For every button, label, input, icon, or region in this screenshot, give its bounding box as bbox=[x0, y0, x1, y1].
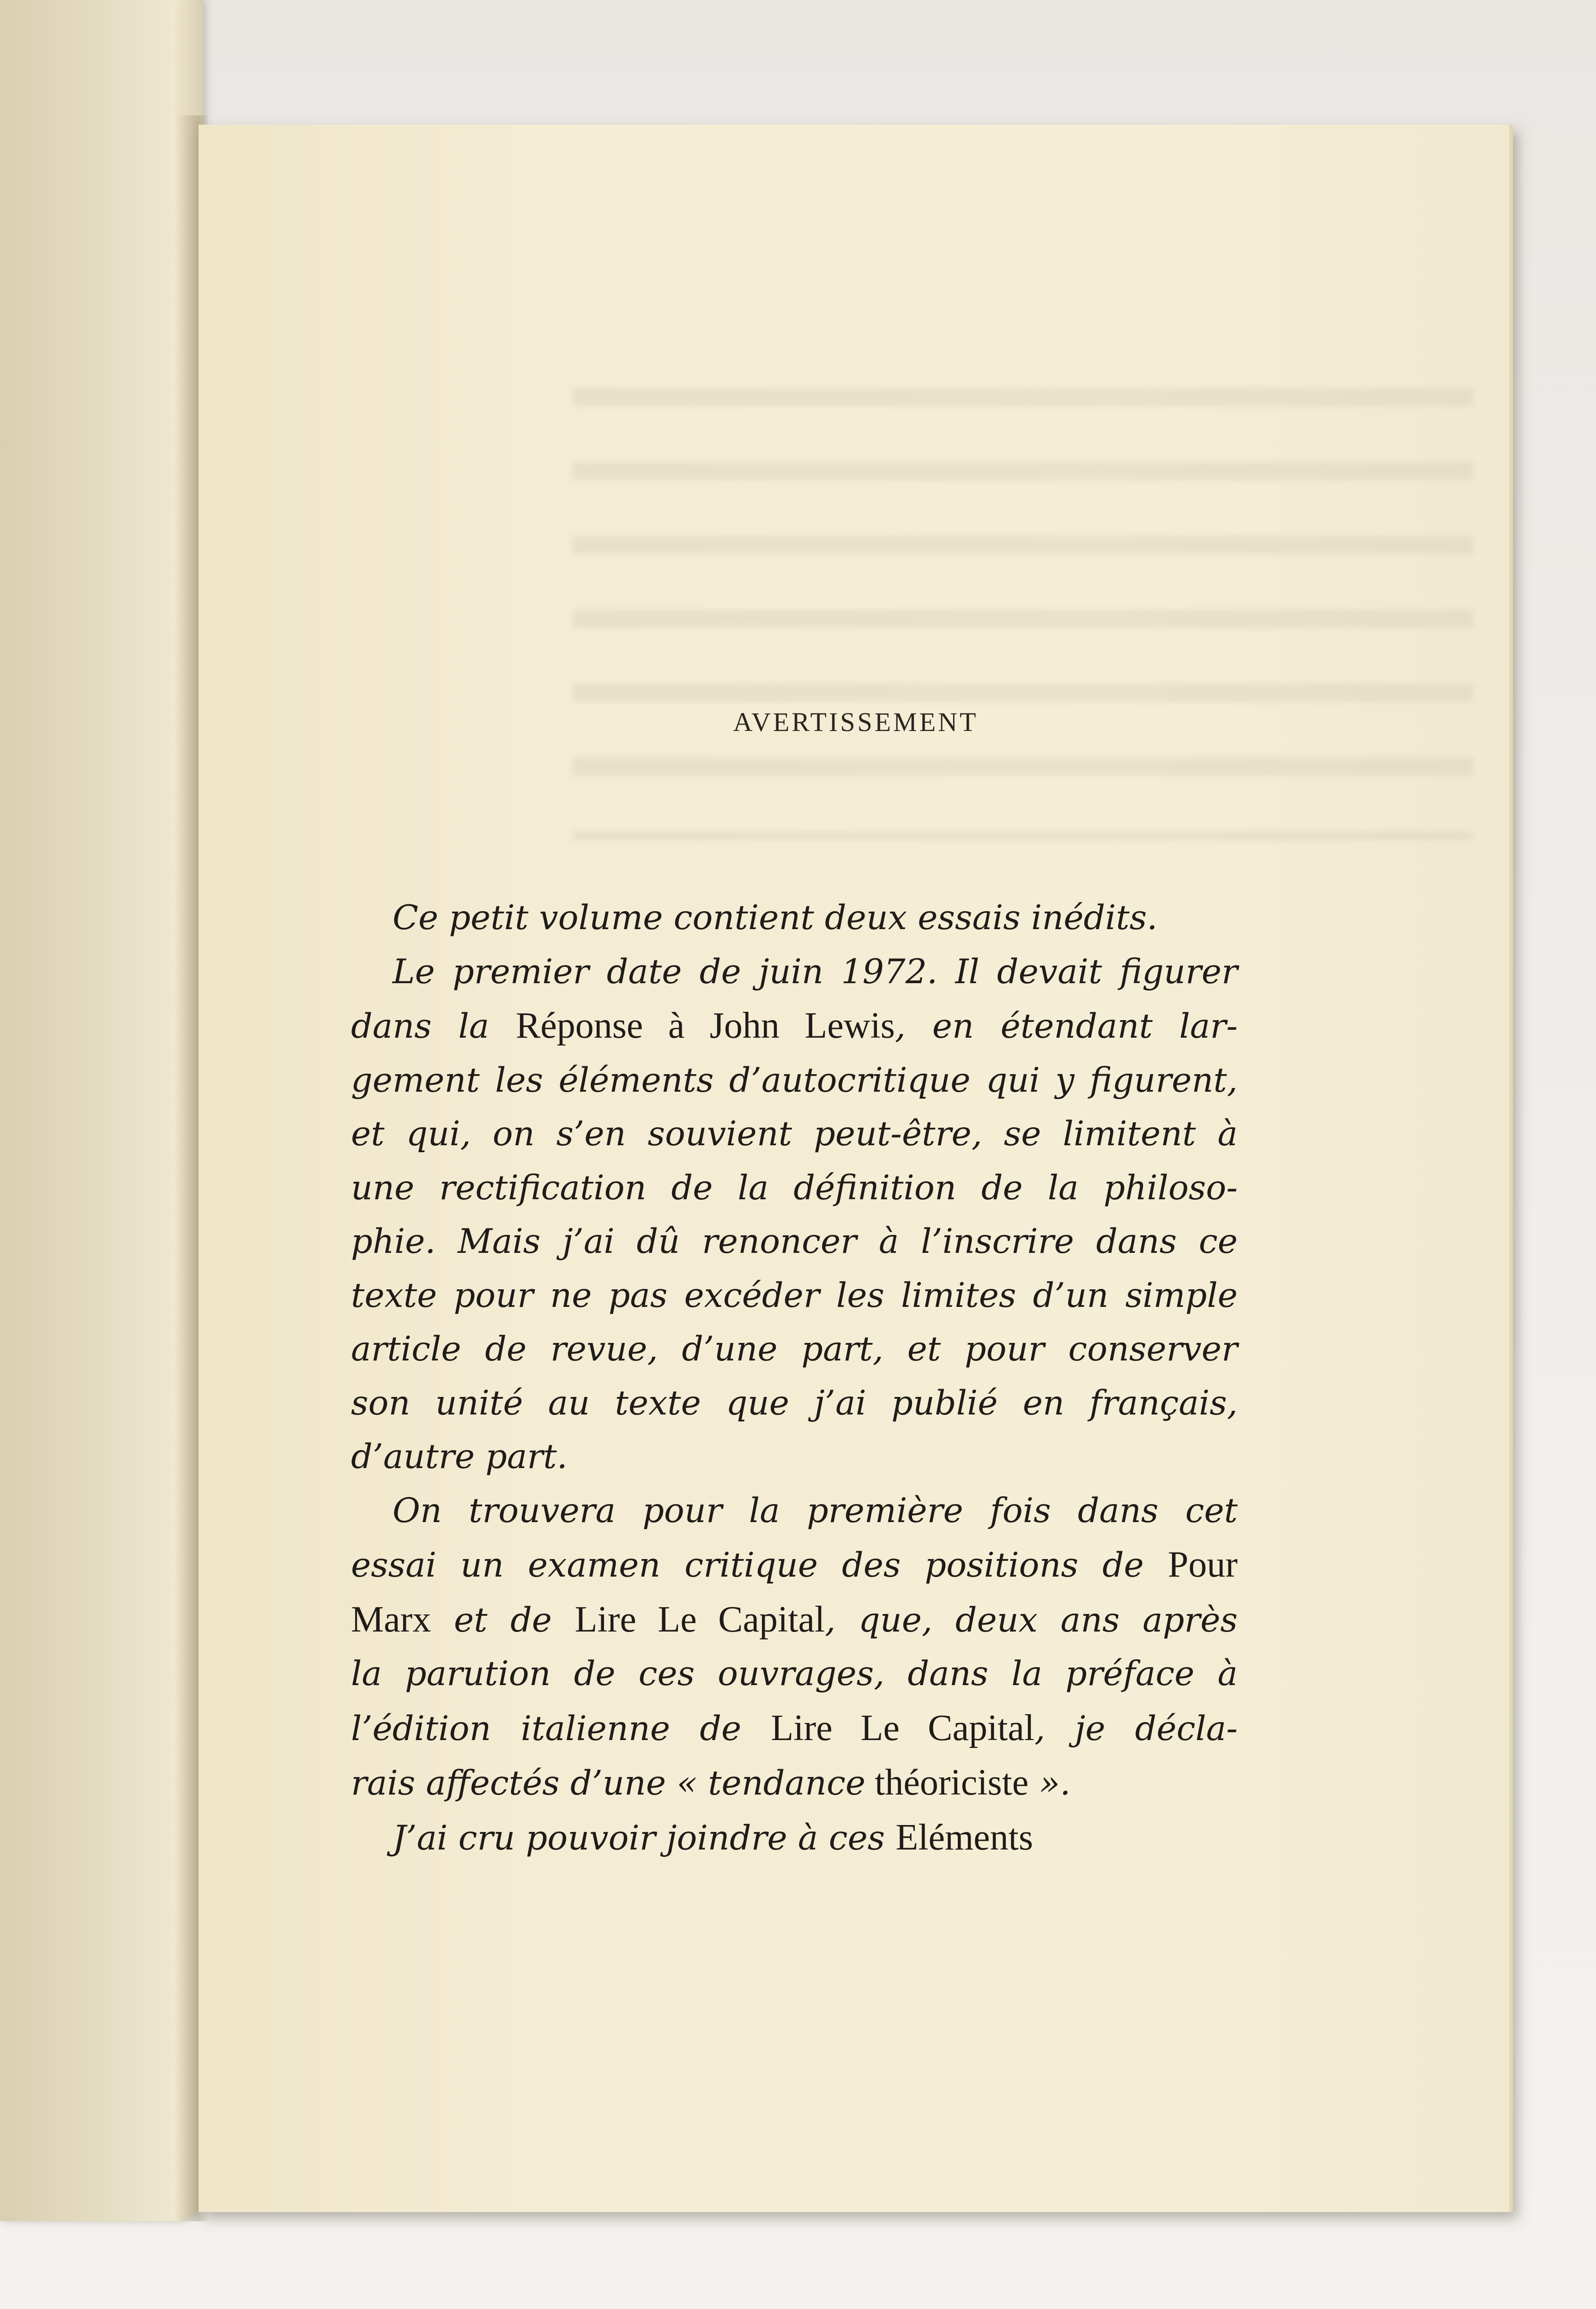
italic-text: On trouvera pour la première fois dans cet bbox=[393, 1491, 1238, 1530]
italic-text: dans la bbox=[351, 1007, 516, 1046]
text-line bbox=[351, 999, 1238, 1054]
text-line bbox=[351, 1593, 1238, 1648]
text-line bbox=[351, 1161, 1238, 1215]
italic-text: article de revue, d’une part, et pour conserver bbox=[351, 1330, 1238, 1369]
text-line bbox=[351, 1269, 1238, 1323]
roman-text: Lire Le Capital bbox=[574, 1599, 825, 1640]
paragraph bbox=[351, 1811, 1238, 1866]
italic-text: l’édition italienne de bbox=[351, 1709, 771, 1748]
text-line bbox=[351, 1107, 1238, 1161]
roman-text: Pour bbox=[1167, 1544, 1238, 1585]
page-edge bbox=[1509, 125, 1513, 2212]
text-line bbox=[351, 1323, 1238, 1377]
roman-text: théoriciste bbox=[865, 1762, 1029, 1803]
paragraph bbox=[351, 945, 1238, 1484]
italic-text: , en étendant lar- bbox=[895, 1007, 1238, 1046]
italic-text: tendance bbox=[708, 1764, 866, 1803]
italic-text: phie. Mais j’ai dû renoncer à l’inscrire dans ce bbox=[351, 1222, 1238, 1261]
italic-text: d’autre part. bbox=[351, 1437, 568, 1476]
italic-text: essai un examen critique des positions de bbox=[351, 1546, 1168, 1585]
text-line bbox=[351, 1484, 1238, 1538]
roman-text: Réponse à John Lewis bbox=[515, 1005, 895, 1046]
facing-page-left bbox=[0, 0, 203, 2221]
text-line bbox=[351, 1215, 1238, 1269]
italic-text: et qui, on s’en souvient peut-être, se limitent à bbox=[351, 1114, 1238, 1154]
text-line bbox=[351, 1701, 1238, 1756]
italic-text: , je décla- bbox=[1034, 1709, 1238, 1748]
italic-text: la parution de ces ouvrages, dans la préface à bbox=[351, 1654, 1238, 1693]
italic-text: et de bbox=[431, 1600, 575, 1640]
text-line bbox=[351, 1377, 1238, 1431]
text-line bbox=[351, 1756, 1238, 1811]
text-line bbox=[351, 1430, 1238, 1484]
paragraph bbox=[351, 891, 1238, 945]
italic-text: ». bbox=[1028, 1764, 1071, 1803]
text-line bbox=[351, 891, 1238, 945]
italic-text: texte pour ne pas excéder les limites d’un simple bbox=[351, 1275, 1238, 1315]
paragraph bbox=[351, 1484, 1238, 1811]
italic-text: une rectification de la définition de la philoso- bbox=[351, 1168, 1238, 1208]
book-page bbox=[199, 125, 1513, 2212]
roman-text: Marx bbox=[351, 1599, 431, 1640]
italic-text: rais affectés d’une « bbox=[351, 1764, 708, 1803]
roman-text: Lire Le Capital bbox=[771, 1707, 1035, 1748]
text-line bbox=[351, 1811, 1238, 1866]
text-line bbox=[351, 1647, 1238, 1701]
italic-text: gement les éléments d’autocritique qui y figurent, bbox=[351, 1060, 1238, 1100]
italic-text: J’ai cru pouvoir joindre à ces bbox=[393, 1818, 896, 1858]
roman-text: Eléments bbox=[895, 1817, 1034, 1858]
body-text bbox=[351, 891, 1238, 1865]
italic-text: son unité au texte que j’ai publié en français, bbox=[351, 1383, 1238, 1423]
italic-text: , que, deux ans après bbox=[825, 1600, 1238, 1640]
show-through-text bbox=[573, 332, 1473, 840]
text-line bbox=[351, 1054, 1238, 1108]
text-line bbox=[351, 1538, 1238, 1593]
page-heading: AVERTISSEMENT bbox=[733, 707, 979, 737]
text-line bbox=[351, 945, 1238, 999]
italic-text: Ce petit volume contient deux essais inédits. bbox=[393, 898, 1158, 937]
italic-text: Le premier date de juin 1972. Il devait figurer bbox=[393, 952, 1238, 991]
